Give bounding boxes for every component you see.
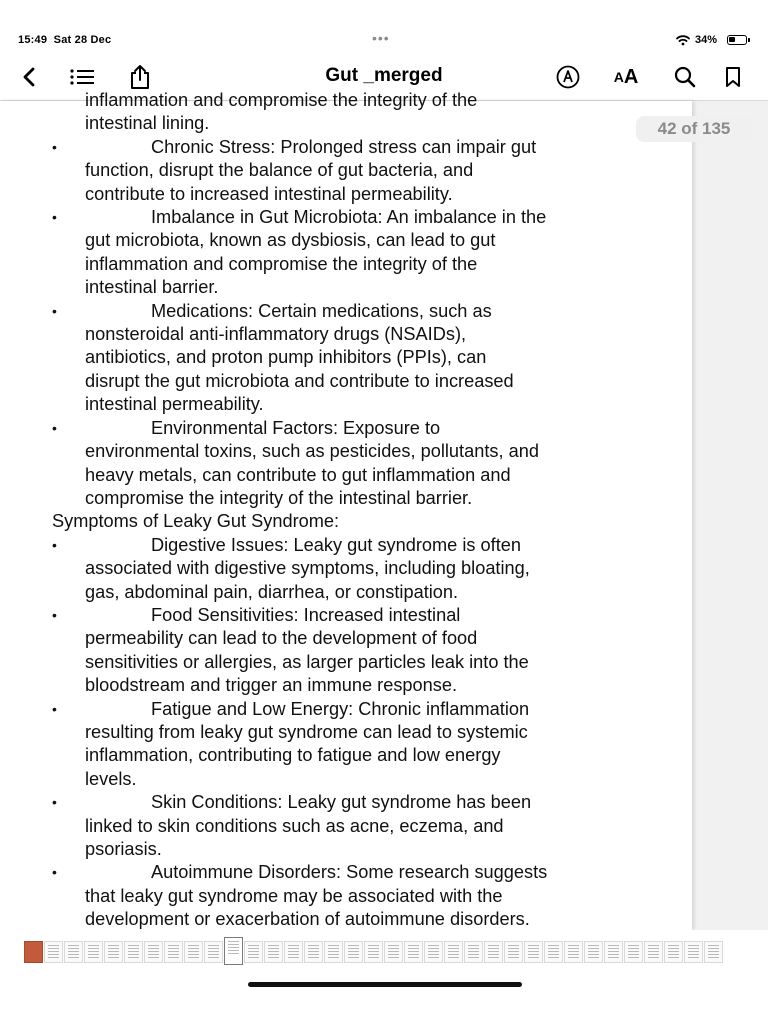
thumbnail[interactable] bbox=[24, 941, 43, 963]
list-item bbox=[52, 604, 652, 698]
thumbnail[interactable] bbox=[164, 941, 183, 963]
wifi-icon bbox=[676, 34, 690, 46]
causes-list bbox=[52, 136, 652, 511]
thumbnail[interactable] bbox=[584, 941, 603, 963]
list-item-line: bloodstream and trigger an immune response. bbox=[85, 675, 458, 696]
thumbnail[interactable] bbox=[344, 941, 363, 963]
thumbnail[interactable] bbox=[564, 941, 583, 963]
thumbnail-current[interactable] bbox=[224, 937, 243, 965]
list-item bbox=[52, 300, 652, 417]
bullet: • bbox=[52, 138, 57, 155]
page-thumbnails[interactable] bbox=[24, 941, 724, 965]
status-bar bbox=[0, 0, 768, 56]
thumbnail[interactable] bbox=[44, 941, 63, 963]
thumbnail[interactable] bbox=[64, 941, 83, 963]
thumbnail[interactable] bbox=[84, 941, 103, 963]
thumbnail[interactable] bbox=[544, 941, 563, 963]
list-item bbox=[52, 791, 652, 861]
list-item-first-line: Food Sensitivities: Increased intestinal bbox=[151, 604, 461, 625]
thumbnail-strip bbox=[0, 930, 768, 1024]
page-counter: 42 of 135 bbox=[636, 116, 752, 142]
list-item-line: inflammation and compromise the integrity of the bbox=[85, 253, 478, 274]
list-item-line: heavy metals, can contribute to gut inflammation and bbox=[85, 464, 511, 485]
thumbnail[interactable] bbox=[104, 941, 123, 963]
list-item bbox=[52, 534, 652, 604]
list-item-line: gut microbiota, known as dysbiosis, can lead to gut bbox=[85, 230, 496, 251]
thumbnail[interactable] bbox=[124, 941, 143, 963]
thumbnail[interactable] bbox=[684, 941, 703, 963]
share-button[interactable] bbox=[126, 62, 154, 92]
thumbnail[interactable] bbox=[184, 941, 203, 963]
search-button[interactable] bbox=[672, 62, 698, 92]
document-title: Gut _merged bbox=[325, 65, 443, 86]
bullet: • bbox=[52, 700, 57, 717]
list-item-line: gas, abdominal pain, diarrhea, or constipation. bbox=[85, 581, 459, 602]
document-viewer[interactable] bbox=[0, 90, 768, 930]
share-icon bbox=[129, 64, 151, 90]
list-item-line: that leaky gut syndrome may be associated with the bbox=[85, 885, 503, 906]
list-item bbox=[52, 206, 652, 300]
list-item-line: intestinal barrier. bbox=[85, 277, 219, 298]
thumbnail[interactable] bbox=[284, 941, 303, 963]
list-item-line: development or exacerbation of autoimmune disorders. bbox=[85, 909, 530, 930]
bullet: • bbox=[52, 794, 57, 811]
search-icon bbox=[674, 66, 696, 88]
battery-percent: 34% bbox=[695, 34, 718, 46]
thumbnail[interactable] bbox=[204, 941, 223, 963]
multitasking-dots[interactable]: ••• bbox=[372, 30, 390, 46]
list-item-line: permeability can lead to the development of food bbox=[85, 628, 478, 649]
thumbnail[interactable] bbox=[644, 941, 663, 963]
list-item-first-line: Medications: Certain medications, such as bbox=[151, 300, 492, 321]
list-icon bbox=[69, 68, 95, 86]
markup-pen-icon bbox=[556, 65, 580, 89]
bullet: • bbox=[52, 302, 57, 319]
list-item bbox=[52, 861, 652, 931]
list-item-first-line: Autoimmune Disorders: Some research suggests bbox=[151, 862, 548, 883]
list-item bbox=[52, 136, 652, 206]
bookmark-button[interactable] bbox=[722, 62, 744, 92]
thumbnail[interactable] bbox=[264, 941, 283, 963]
thumbnail[interactable] bbox=[464, 941, 483, 963]
chevron-left-icon bbox=[22, 67, 36, 87]
page-text bbox=[52, 89, 652, 932]
thumbnail[interactable] bbox=[504, 941, 523, 963]
list-item-line: psoriasis. bbox=[85, 839, 162, 859]
thumbnail[interactable] bbox=[444, 941, 463, 963]
bullet: • bbox=[52, 209, 57, 226]
thumbnail[interactable] bbox=[624, 941, 643, 963]
list-item-first-line: Imbalance in Gut Microbiota: An imbalance in the bbox=[151, 207, 547, 228]
list-item-line: linked to skin conditions such as acne, eczema, and bbox=[85, 815, 504, 836]
thumbnail[interactable] bbox=[404, 941, 423, 963]
list-item-first-line: Skin Conditions: Leaky gut syndrome has been bbox=[151, 792, 532, 813]
thumbnail[interactable] bbox=[244, 941, 263, 963]
bookmark-icon bbox=[725, 66, 741, 88]
list-item bbox=[52, 417, 652, 511]
thumbnail[interactable] bbox=[524, 941, 543, 963]
home-indicator[interactable] bbox=[248, 982, 522, 987]
list-item-line: compromise the integrity of the intestinal barrier. bbox=[85, 487, 473, 508]
list-item-line: sensitivities or allergies, as larger particles leak into the bbox=[85, 651, 529, 672]
thumbnail[interactable] bbox=[144, 941, 163, 963]
thumbnail[interactable] bbox=[664, 941, 683, 963]
thumbnail[interactable] bbox=[324, 941, 343, 963]
thumbnail[interactable] bbox=[304, 941, 323, 963]
thumbnail[interactable] bbox=[424, 941, 443, 963]
back-button[interactable] bbox=[16, 62, 42, 92]
list-item-line: contribute to increased intestinal permeability. bbox=[85, 183, 453, 204]
list-item-line: associated with digestive symptoms, including bloating, bbox=[85, 558, 530, 579]
thumbnail[interactable] bbox=[484, 941, 503, 963]
list-item-line: environmental toxins, such as pesticides, pollutants, and bbox=[85, 441, 539, 462]
list-item-line: nonsteroidal anti-inflammatory drugs (NSAIDs), bbox=[85, 324, 467, 345]
text-line: intestinal lining. bbox=[85, 113, 210, 134]
section-heading: Symptoms of Leaky Gut Syndrome: bbox=[52, 511, 340, 532]
document-page bbox=[0, 90, 692, 930]
list-item-line: intestinal permeability. bbox=[85, 394, 264, 415]
thumbnail[interactable] bbox=[604, 941, 623, 963]
list-item-line: disrupt the gut microbiota and contribute to increased bbox=[85, 370, 514, 391]
list-item-line: resulting from leaky gut syndrome can lead to systemic bbox=[85, 721, 528, 742]
list-item-line: levels. bbox=[85, 768, 137, 789]
thumbnail[interactable] bbox=[364, 941, 383, 963]
bullet: • bbox=[52, 419, 57, 436]
markup-button[interactable] bbox=[554, 62, 582, 92]
list-item-first-line: Environmental Factors: Exposure to bbox=[151, 417, 441, 438]
list-item-line: inflammation, contributing to fatigue and low energy bbox=[85, 745, 501, 766]
battery-icon bbox=[727, 35, 747, 45]
bullet: • bbox=[52, 536, 57, 553]
bullet: • bbox=[52, 864, 57, 881]
list-item-first-line: Chronic Stress: Prolonged stress can impair gut bbox=[151, 136, 537, 157]
text-size-button[interactable]: A A bbox=[613, 65, 639, 88]
list-item-line: function, disrupt the balance of gut bacteria, and bbox=[85, 160, 474, 181]
list-item-first-line: Fatigue and Low Energy: Chronic inflammation bbox=[151, 698, 530, 719]
cutoff-line: inflammation and compromise the integrity of the bbox=[85, 90, 478, 110]
table-of-contents-button[interactable] bbox=[68, 62, 96, 92]
list-item-first-line: Digestive Issues: Leaky gut syndrome is often bbox=[151, 534, 521, 555]
thumbnail[interactable] bbox=[704, 941, 723, 963]
list-item bbox=[52, 698, 652, 792]
status-time-date: 15:49 Sat 28 Dec bbox=[18, 34, 112, 46]
symptoms-list bbox=[52, 534, 652, 932]
bullet: • bbox=[52, 606, 57, 623]
list-item-line: antibiotics, and proton pump inhibitors (PPIs), can bbox=[85, 347, 487, 368]
thumbnail[interactable] bbox=[384, 941, 403, 963]
